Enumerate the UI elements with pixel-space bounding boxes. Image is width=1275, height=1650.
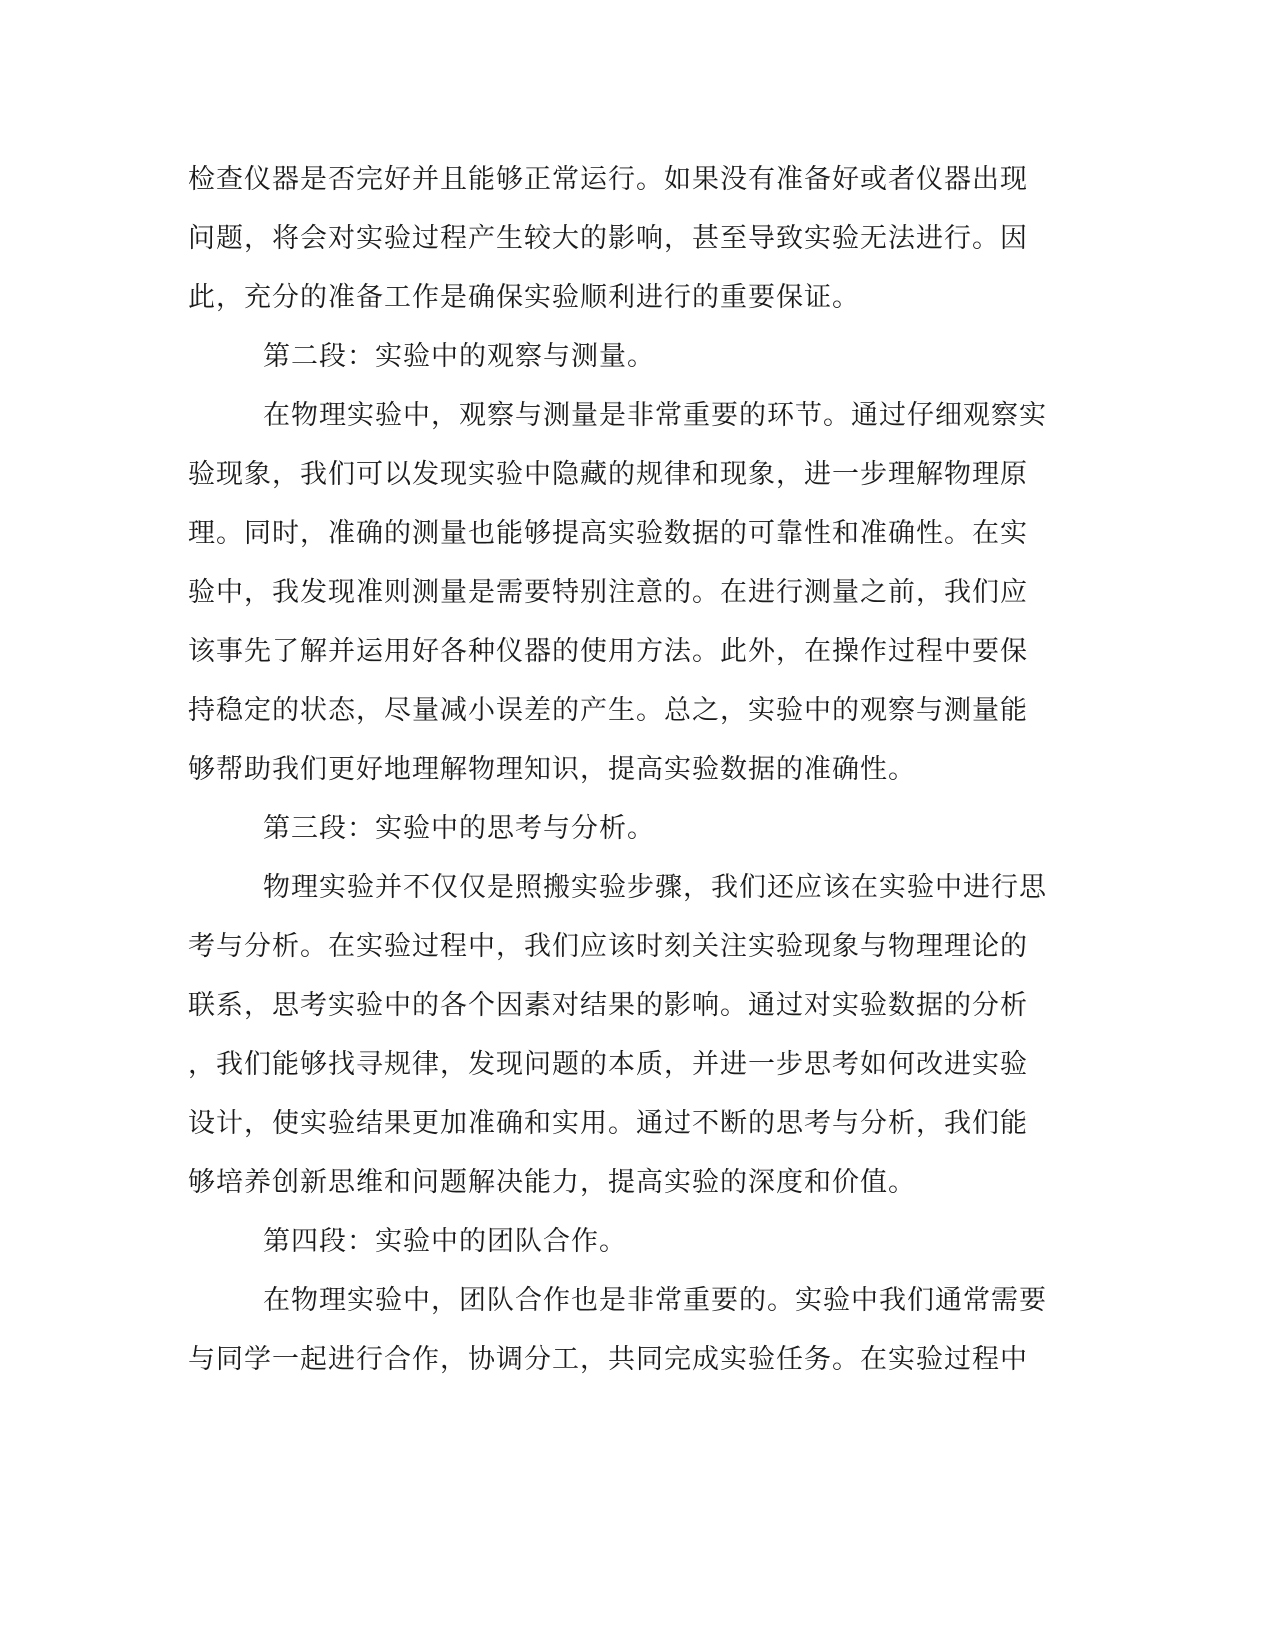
section-heading-2: 第二段：实验中的观察与测量。 [263, 341, 655, 372]
text-line: 物理实验并不仅仅是照搬实验步骤，我们还应该在实验中进行思 [263, 872, 1047, 903]
text-line: 问题，将会对实验过程产生较大的影响，甚至导致实验无法进行。因 [188, 223, 1028, 254]
text-line: 与同学一起进行合作，协调分工，共同完成实验任务。在实验过程中 [188, 1344, 1028, 1375]
text-line: 联系，思考实验中的各个因素对结果的影响。通过对实验数据的分析 [188, 990, 1028, 1021]
text-line: 考与分析。在实验过程中，我们应该时刻关注实验现象与物理理论的 [188, 931, 1028, 962]
text-line: 检查仪器是否完好并且能够正常运行。如果没有准备好或者仪器出现 [188, 164, 1028, 195]
text-line: 持稳定的状态，尽量减小误差的产生。总之，实验中的观察与测量能 [188, 695, 1028, 726]
text-line: 该事先了解并运用好各种仪器的使用方法。此外，在操作过程中要保 [188, 636, 1028, 667]
text-line: 够帮助我们更好地理解物理知识，提高实验数据的准确性。 [188, 754, 916, 785]
text-line: 验现象，我们可以发现实验中隐藏的规律和现象，进一步理解物理原 [188, 459, 1028, 490]
text-line: ，我们能够找寻规律，发现问题的本质，并进一步思考如何改进实验 [188, 1049, 1028, 1080]
text-line: 设计，使实验结果更加准确和实用。通过不断的思考与分析，我们能 [188, 1108, 1028, 1139]
text-line: 在物理实验中，团队合作也是非常重要的。实验中我们通常需要 [263, 1285, 1047, 1316]
text-line: 验中，我发现准则测量是需要特别注意的。在进行测量之前，我们应 [188, 577, 1028, 608]
text-line: 在物理实验中，观察与测量是非常重要的环节。通过仔细观察实 [263, 400, 1047, 431]
text-line: 够培养创新思维和问题解决能力，提高实验的深度和价值。 [188, 1167, 916, 1198]
text-line: 理。同时，准确的测量也能够提高实验数据的可靠性和准确性。在实 [188, 518, 1028, 549]
section-heading-4: 第四段：实验中的团队合作。 [263, 1226, 627, 1257]
text-line: 此，充分的准备工作是确保实验顺利进行的重要保证。 [188, 282, 860, 313]
section-heading-3: 第三段：实验中的思考与分析。 [263, 813, 655, 844]
